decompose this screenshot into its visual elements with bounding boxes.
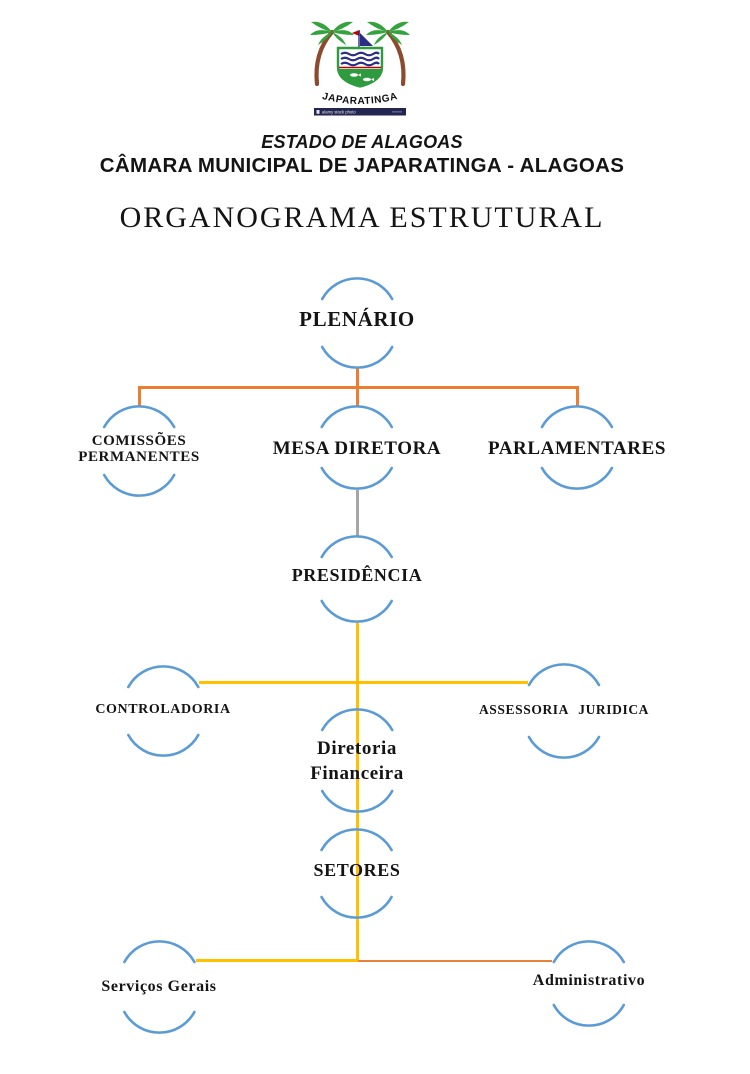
node-controladoria <box>95 665 230 757</box>
node-arc-top <box>539 405 615 429</box>
node-label: ASSESSORIA JURIDICA <box>478 702 650 717</box>
node-arc-bottom <box>319 789 395 813</box>
node-arc-bottom <box>101 473 177 497</box>
node-label: Administrativo <box>532 972 646 989</box>
node-label: CONTROLADORIA <box>95 702 231 717</box>
node-label: Serviços Gerais <box>101 978 217 995</box>
node-arc-bottom <box>319 599 395 623</box>
node-arc-bottom <box>319 345 395 369</box>
state-heading: ESTADO DE ALAGOAS <box>261 132 463 152</box>
node-arc-top <box>551 940 627 964</box>
logo-city-name: JAPARATINGA <box>321 91 399 108</box>
node-parlamentares <box>488 405 666 490</box>
page-title: ORGANOGRAMA ESTRUTURAL <box>119 201 605 234</box>
node-label: PARLAMENTARES <box>487 438 667 459</box>
connector-servicos-gerais <box>196 959 358 962</box>
node-label <box>78 433 200 465</box>
node-arc-top <box>121 940 197 964</box>
node-arc-top <box>319 277 395 301</box>
node-comissoes-permanentes <box>78 405 200 497</box>
node-assessoria-juridica <box>479 663 649 759</box>
node-label: PRESIDÊNCIA <box>291 565 423 585</box>
node-label: PLENÁRIO <box>299 307 415 331</box>
node-arc-top <box>125 665 201 689</box>
connector-plenario-down <box>356 368 359 388</box>
node-plenario <box>299 277 415 369</box>
node-arc-bottom <box>125 733 201 757</box>
node-arc-top <box>319 535 395 559</box>
node-label-line2: PERMANENTES <box>78 449 200 465</box>
node-administrativo <box>533 940 645 1027</box>
node-arc-bottom <box>551 1003 627 1027</box>
node-mesa-diretora <box>273 405 441 490</box>
connector-administrativo <box>358 960 552 962</box>
japaratinga-crest-logo <box>310 20 410 122</box>
node-label: MESA DIRETORA <box>272 438 442 459</box>
node-presidencia <box>292 535 423 623</box>
watermark-bar <box>314 108 406 116</box>
node-label <box>310 736 404 786</box>
node-arc-top <box>526 663 602 687</box>
node-arc-top <box>319 828 395 852</box>
node-arc-bottom <box>539 466 615 490</box>
node-label: SETORES <box>313 860 401 880</box>
node-arc-top <box>101 405 177 429</box>
node-arc-top <box>319 708 395 732</box>
node-label-line2: Financeira <box>310 763 404 784</box>
watermark-text: alamy stock photo <box>322 109 356 115</box>
node-arc-top <box>319 405 395 429</box>
node-arc-bottom <box>319 895 395 919</box>
node-setores <box>314 828 401 919</box>
node-arc-bottom <box>526 735 602 759</box>
node-label-line1: Diretoria <box>317 738 397 759</box>
connector-mesa-presidencia <box>356 490 359 537</box>
shield-icon <box>338 48 382 87</box>
node-arc-bottom <box>121 1010 197 1034</box>
chamber-heading: CÂMARA MUNICIPAL DE JAPARATINGA - ALAGOAS <box>99 154 625 177</box>
node-servicos-gerais <box>101 940 216 1034</box>
node-label-line1: COMISSÕES <box>91 433 187 449</box>
node-diretoria-financeira <box>310 708 404 813</box>
node-arc-bottom <box>319 466 395 490</box>
